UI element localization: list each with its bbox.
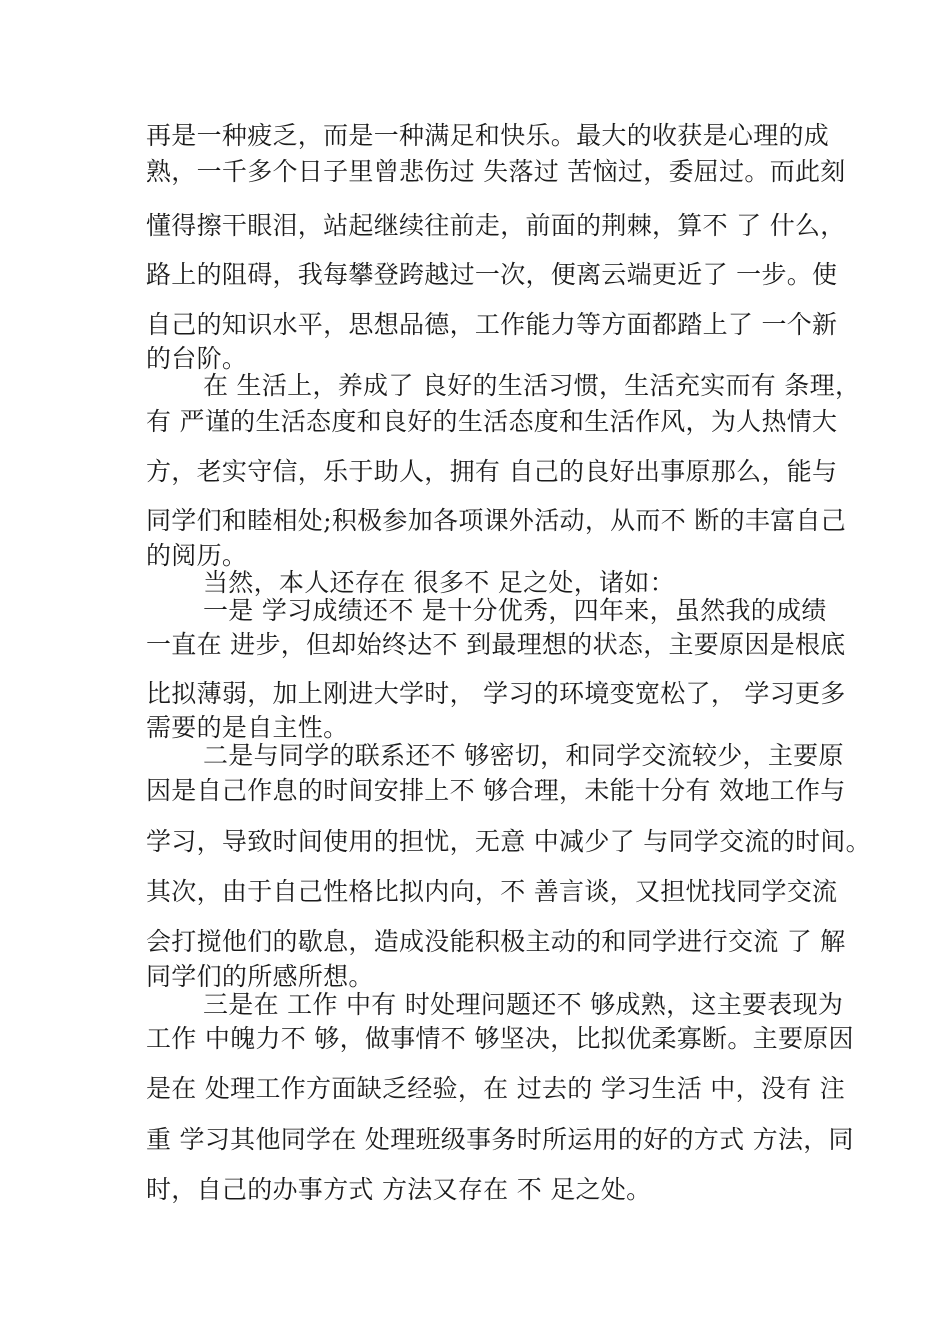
text-line: 熟，一千多个日子里曾悲伤过 失落过 苦恼过，委屈过。而此刻 [146,157,846,186]
text-line: 比拟薄弱，加上刚进大学时， 学习的环境变宽松了， 学习更多 [146,679,846,708]
text-line: 因是自己作息的时间安排上不 够合理，未能十分有 效地工作与 [146,776,846,805]
text-line: 自己的知识水平，思想品德，工作能力等方面都踏上了 一个新 [146,310,838,339]
text-line: 方，老实守信，乐于助人，拥有 自己的良好出事原那么，能与 [146,457,838,486]
text-line: 一直在 进步，但却始终达不 到最理想的状态，主要原因是根底 [146,630,846,659]
text-line: 重 学习其他同学在 处理班级事务时所运用的好的方式 方法，同 [146,1125,854,1154]
text-line: 有 严谨的生活态度和良好的生活态度和生活作风，为人热情大 [146,407,838,436]
text-line: 其次，由于自己性格比拟内向，不 善言谈，又担忧找同学交流 [146,877,838,906]
text-line: 的阅历。 [146,541,248,570]
text-line: 学习，导致时间使用的担忧，无意 中减少了 与同学交流的时间。 [146,827,871,856]
text-line: 再是一种疲乏，而是一种满足和快乐。最大的收获是心理的成 [146,121,830,150]
text-line: 是在 处理工作方面缺乏经验，在 过去的 学习生活 中，没有 注 [146,1074,846,1103]
paragraph-first-line: 当然，本人还存在 很多不 足之处，诸如： [203,568,675,597]
text-line: 的台阶。 [146,344,248,373]
text-line: 工作 中魄力不 够，做事情不 够坚决，比拟优柔寡断。主要原因 [146,1024,854,1053]
text-line: 同学们的所感所想。 [146,962,374,991]
text-line: 懂得擦干眼泪，站起继续往前走，前面的荆棘，算不 了 什么， [146,211,846,240]
text-line: 路上的阻碍，我每攀登跨越过一次，便离云端更近了 一步。使 [146,260,838,289]
paragraph-first-line: 三是在 工作 中有 时处理问题还不 够成熟，这主要表现为 [203,990,844,1019]
text-line: 需要的是自主性。 [146,713,349,742]
text-line: 同学们和睦相处;积极参加各项课外活动，从而不 断的丰富自己 [146,506,847,535]
paragraph-first-line: 一是 学习成绩还不 是十分优秀，四年来，虽然我的成绩 [203,596,827,625]
text-line: 会打搅他们的歇息，造成没能积极主动的和同学进行交流 了 解 [146,927,846,956]
text-line: 时，自己的办事方式 方法又存在 不 足之处。 [146,1175,652,1204]
paragraph-first-line: 二是与同学的联系还不 够密切，和同学交流较少，主要原 [203,741,844,770]
paragraph-first-line: 在 生活上，养成了 良好的生活习惯，生活充实而有 条理， [203,371,861,400]
